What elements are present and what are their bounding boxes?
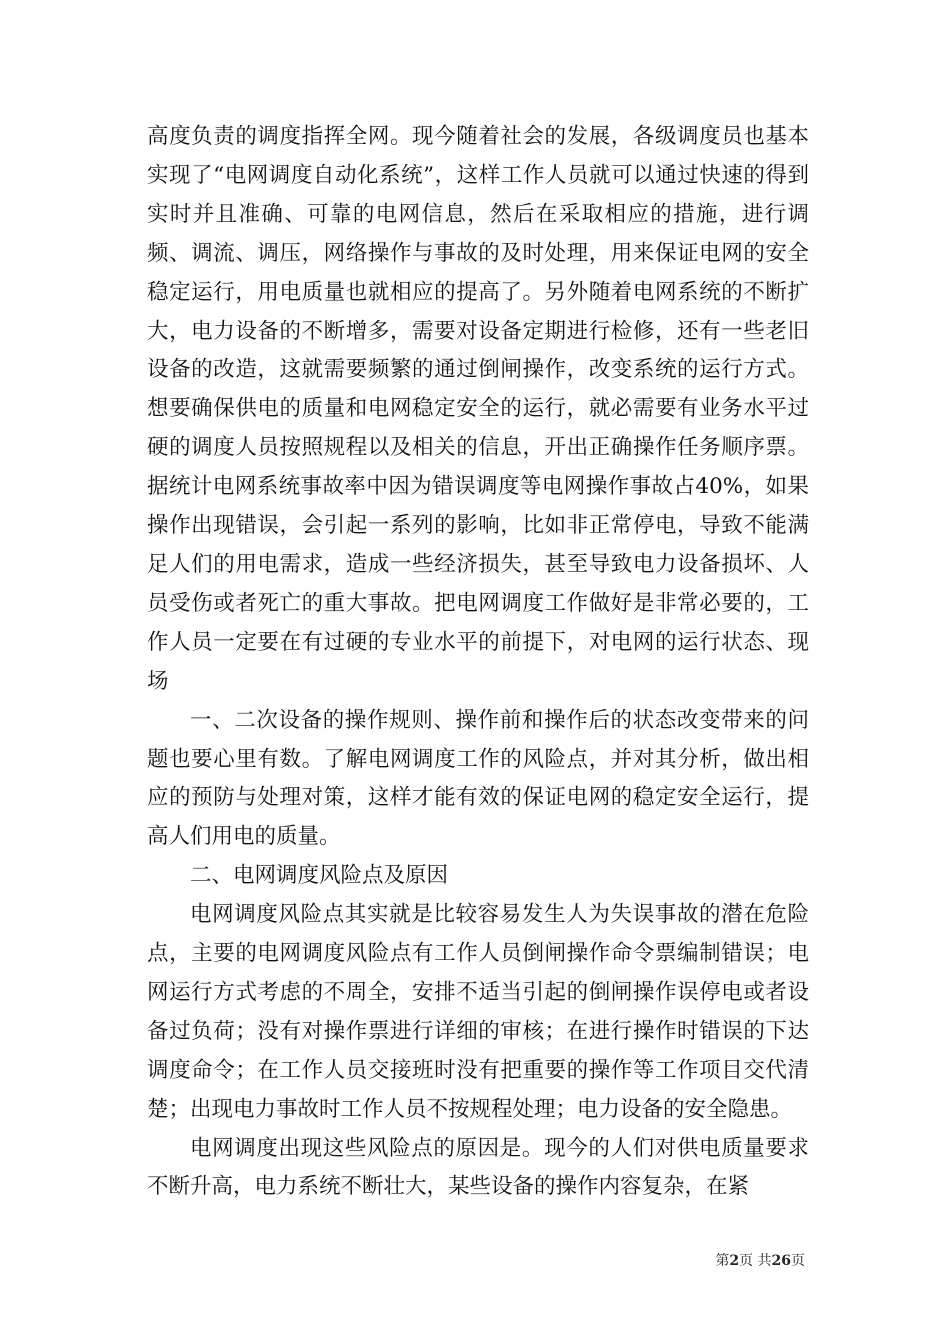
- footer-suffix: 页: [791, 1253, 805, 1269]
- document-body: [147, 118, 809, 1207]
- current-page-number: 2: [729, 1253, 740, 1269]
- paragraph-4: 电网调度出现这些风险点的原因是。现今的人们对供电质量要求不断升高，电力系统不断壮大，某些设备的操作内容复杂，在紧: [147, 1135, 809, 1200]
- footer-middle: 页 共: [739, 1253, 772, 1269]
- page-footer: [715, 1251, 805, 1271]
- section-heading: 二、电网调度风险点及原因: [190, 863, 449, 889]
- paragraph-2: 一、二次设备的操作规则、操作前和操作后的状态改变带来的问题也要心里有数。了解电网调度工作的风险点，并对其分析，做出相应的预防与处理对策，这样才能有效的保证电网的稳定安全运行，提高人们用电的质量。: [147, 707, 809, 850]
- paragraph-3: 电网调度风险点其实就是比较容易发生人为失误事故的潜在危险点，主要的电网调度风险点有工作人员倒闸操作命令票编制错误；电网运行方式考虑的不周全，安排不适当引起的倒闸操作误停电或者设备过负荷；没有对操作票进行详细的审核；在进行操作时错误的下达调度命令；在工作人员交接班时没有把重要的操作等工作项目交代清楚；出现电力事故时工作人员不按规程处理；电力设备的安全隐患。: [147, 902, 809, 1122]
- footer-prefix: 第: [715, 1253, 730, 1269]
- paragraph-1: 高度负责的调度指挥全网。现今随着社会的发展，各级调度员也基本实现了“电网调度自动化系统”，这样工作人员就可以通过快速的得到实时并且准确、可靠的电网信息，然后在采取相应的措施，进行调频、调流、调压，网络操作与事故的及时处理，用来保证电网的安全稳定运行，用电质量也就相应的提高了。另外随着电网系统的不断扩大，电力设备的不断增多，需要对设备定期进行检修，还有一些老旧设备的改造，这就需要频繁的通过倒闸操作，改变系统的运行方式。想要确保供电的质量和电网稳定安全的运行，就必需要有业务水平过硬的调度人员按照规程以及相关的信息，开出正确操作任务顺序票。据统计电网系统事故率中因为错误调度等电网操作事故占40%，如果操作出现错误，会引起一系列的影响，比如非正常停电，导致不能满足人们的用电需求，造成一些经济损失，甚至导致电力设备损坏、人员受伤或者死亡的重大事故。把电网调度工作做好是非常必要的，工作人员一定要在有过硬的专业水平的前提下，对电网的运行状态、现场: [147, 124, 809, 694]
- total-page-count: 26: [771, 1253, 791, 1269]
